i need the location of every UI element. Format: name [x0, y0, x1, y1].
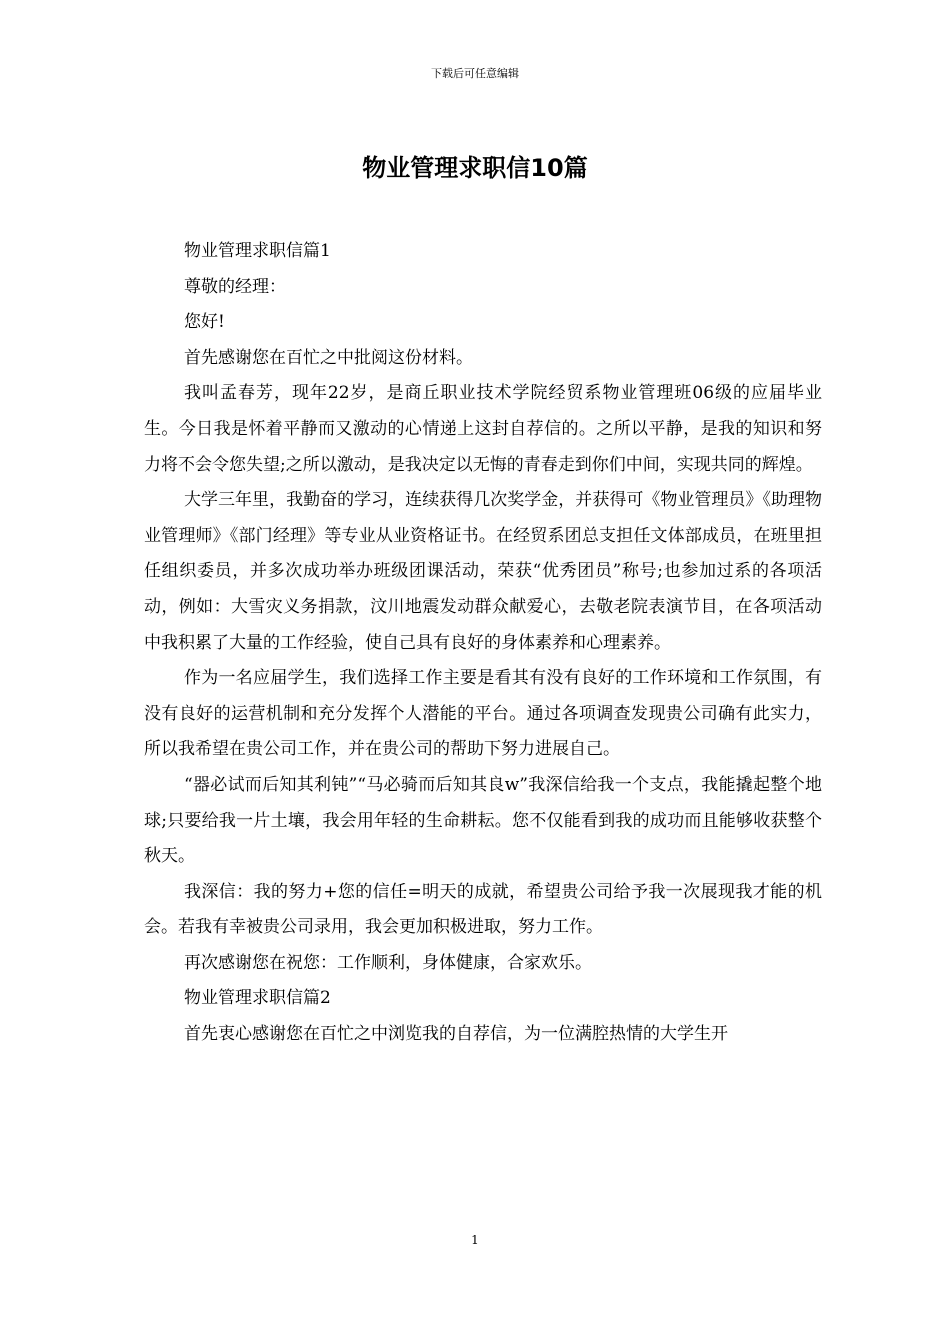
body-paragraph: 首先衷心感谢您在百忙之中浏览我的自荐信，为一位满腔热情的大学生开 — [184, 1024, 728, 1045]
greeting: 您好! — [184, 312, 225, 333]
body-paragraph: 首先感谢您在百忙之中批阅这份材料。 — [184, 347, 473, 368]
body-paragraph: 我叫孟春芳，现年22岁，是商丘职业技术学院经贸系物业管理班06级的应届毕业生。今日我是怀着平静而又激动的心情递上这封自荐信的。之所以平静，是我的知识和努力将不会令您失望;之所以激动，是我决定以无悔的青春走到你们中间，实现共同的辉煌。 — [144, 383, 822, 475]
section-heading: 物业管理求职信篇1 — [184, 241, 331, 261]
body-paragraph: 我深信：我的努力+您的信任=明天的成就，希望贵公司给予我一次展现我才能的机会。若我有幸被贵公司录用，我会更加积极进取，努力工作。 — [144, 881, 822, 938]
document-title: 物业管理求职信10篇 — [362, 154, 588, 182]
section-heading: 物业管理求职信篇2 — [184, 988, 331, 1009]
salutation: 尊敬的经理： — [184, 276, 286, 297]
body-paragraph: 大学三年里，我勤奋的学习，连续获得几次奖学金，并获得可《物业管理员》《助理物业管理师》《部门经理》等专业从业资格证书。在经贸系团总支担任文体部成员，在班里担任组织委员，并多次成功举办班级团课活动，荣获“优秀团员”称号;也参加过系的各项活动，例如：大雪灾义务捐款，汶川地震发动群众献爱心，去敬老院表演节目，在各项活动中我积累了大量的工作经验，使自己具有良好的身体素养和心理素养。 — [144, 490, 822, 653]
page-header-note: 下载后可任意编辑 — [431, 67, 519, 80]
body-paragraph: “器必试而后知其利钝”“马必骑而后知其良w”我深信给我一个支点，我能撬起整个地球;只要给我一片土壤，我会用年轻的生命耕耘。您不仅能看到我的成功而且能够收获整个秋天。 — [144, 774, 822, 867]
closing-paragraph: 再次感谢您在祝您：工作顺利，身体健康，合家欢乐。 — [184, 952, 592, 973]
body-paragraph: 作为一名应届学生，我们选择工作主要是看其有没有良好的工作环境和工作氛围，有没有良好的运营机制和充分发挥个人潜能的平台。通过各项调查发现贵公司确有此实力，所以我希望在贵公司工作，并在贵公司的帮助下努力进展自己。 — [144, 668, 822, 760]
page-number: 1 — [471, 1233, 479, 1247]
document-body — [144, 234, 822, 1053]
